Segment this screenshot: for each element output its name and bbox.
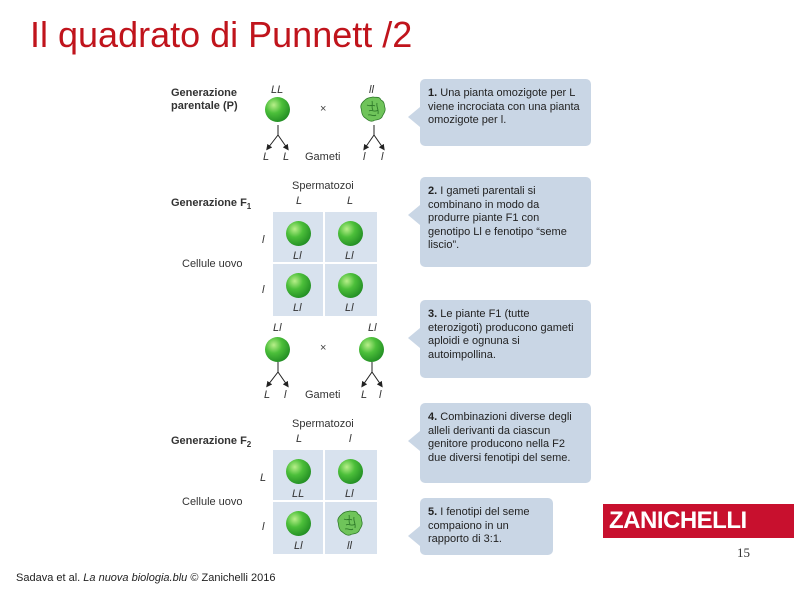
f1-genotype-1: Ll <box>293 250 302 262</box>
gamete-p-left-1: L <box>263 151 270 163</box>
spermatozoi-label-f1: Spermatozoi <box>292 180 354 192</box>
step-3-text: Le piante F1 (tutte eterozigoti) producono gameti aploidi e ognuna si autoimpollina. <box>428 308 574 361</box>
cellule-uovo-label-f2: Cellule uovo <box>182 496 243 508</box>
smooth-pea-f1-2 <box>338 221 363 246</box>
step-box-1 <box>420 79 591 146</box>
title-main: Il quadrato di Punnett <box>30 14 373 55</box>
f1-genotype-4: Ll <box>345 302 354 314</box>
title-suffix: /2 <box>372 14 413 55</box>
step-box-4 <box>420 403 591 483</box>
f2-egg-1: L <box>260 472 267 484</box>
gen-f1-label: Generazione $F_1$ <box>171 197 252 212</box>
arrow-p-left-1 <box>268 125 278 148</box>
arrow-f1-left-1 <box>268 362 278 385</box>
gen-p-label-line1: Generazione <box>171 87 238 99</box>
smooth-pea-f1-parent-left <box>265 337 290 362</box>
gen-f2-label: Generazione $F_2$ <box>171 435 252 450</box>
step-5-text: I fenotipi del seme compaiono in un rapporto di 3:1. <box>428 506 530 545</box>
cellule-uovo-label-f1: Cellule uovo <box>182 258 243 270</box>
gamete-p-left-2: L <box>283 151 290 163</box>
smooth-pea-f1-3 <box>286 273 311 298</box>
gen-p-label-line2: parentale (P) <box>171 100 238 112</box>
parent-f1-left-genotype: Ll <box>273 322 282 334</box>
smooth-pea-f1-parent-right <box>359 337 384 362</box>
wrinkled-pea-p-right <box>360 96 386 122</box>
step-box-5 <box>420 498 553 555</box>
parent-f1-right-genotype: Ll <box>368 322 377 334</box>
page-number: 15 <box>737 545 750 560</box>
arrow-p-left-2 <box>278 135 287 148</box>
step-2-text: I gameti parentali si combinano in modo da produrre piante F1 con genotipo Ll e fenotipo “seme liscio”. <box>428 185 567 251</box>
smooth-pea-f2-3 <box>286 511 311 536</box>
smooth-pea-p-left <box>265 97 290 122</box>
f2-sperm-1: L <box>296 433 303 445</box>
f1-genotype-2: Ll <box>345 250 354 262</box>
zanichelli-logo: ZANICHELLI <box>603 504 794 538</box>
gamete-p-right-2: l <box>381 151 384 163</box>
f2-genotype-4: ll <box>347 540 352 552</box>
f2-sperm-2: l <box>349 433 352 445</box>
f1-sperm-1: L <box>296 195 303 207</box>
smooth-pea-f2-2 <box>338 459 363 484</box>
arrow-f1-right-1 <box>363 362 372 385</box>
f1-egg-2: l <box>262 284 265 296</box>
step-1-text: Una pianta omozigote per L viene incrociata con una pianta omozigote per l. <box>428 87 580 126</box>
smooth-pea-f1-4 <box>338 273 363 298</box>
step-1-number: 1. <box>428 87 438 99</box>
f1-egg-1: l <box>262 234 265 246</box>
parent-p-right-genotype: ll <box>369 84 374 96</box>
step-4-number: 4. <box>428 411 438 423</box>
cross-symbol-p: × <box>320 103 327 115</box>
parent-p-left-genotype: LL <box>271 84 284 96</box>
step-2-number: 2. <box>428 185 438 197</box>
gamete-f1-left-2: l <box>284 389 287 401</box>
smooth-pea-f2-1 <box>286 459 311 484</box>
step-5-number: 5. <box>428 506 438 518</box>
gamete-f1-right-2: l <box>379 389 382 401</box>
gamete-f1-right-1: L <box>361 389 368 401</box>
arrow-f1-left-2 <box>278 372 287 385</box>
credit-line: Sadava et al. La nuova biologia.blu © Zanichelli 2016 <box>16 572 276 584</box>
f2-genotype-1: LL <box>292 488 305 500</box>
step-box-2 <box>420 177 591 267</box>
arrow-f1-right-2 <box>372 372 381 385</box>
cross-symbol-f1: × <box>320 342 327 354</box>
arrow-p-right-2 <box>374 135 383 148</box>
f1-genotype-3: Ll <box>293 302 302 314</box>
wrinkled-pea-f2-4 <box>337 510 363 536</box>
step-3-number: 3. <box>428 308 438 320</box>
f2-egg-2: l <box>262 521 265 533</box>
gameti-label-p: Gameti <box>305 151 341 163</box>
spermatozoi-label-f2: Spermatozoi <box>292 418 354 430</box>
gameti-label-f1: Gameti <box>305 389 341 401</box>
step-4-text: Combinazioni diverse degli alleli derivanti da ciascun genitore producono nella F2 due diversi fenotipi del seme. <box>428 411 572 464</box>
f2-genotype-2: Ll <box>345 488 354 500</box>
arrow-p-right-1 <box>365 125 374 148</box>
step-box-3 <box>420 300 591 378</box>
gamete-f1-left-1: L <box>264 389 271 401</box>
smooth-pea-f1-1 <box>286 221 311 246</box>
gamete-p-right-1: l <box>363 151 366 163</box>
f1-sperm-2: L <box>347 195 354 207</box>
f2-genotype-3: Ll <box>294 540 303 552</box>
